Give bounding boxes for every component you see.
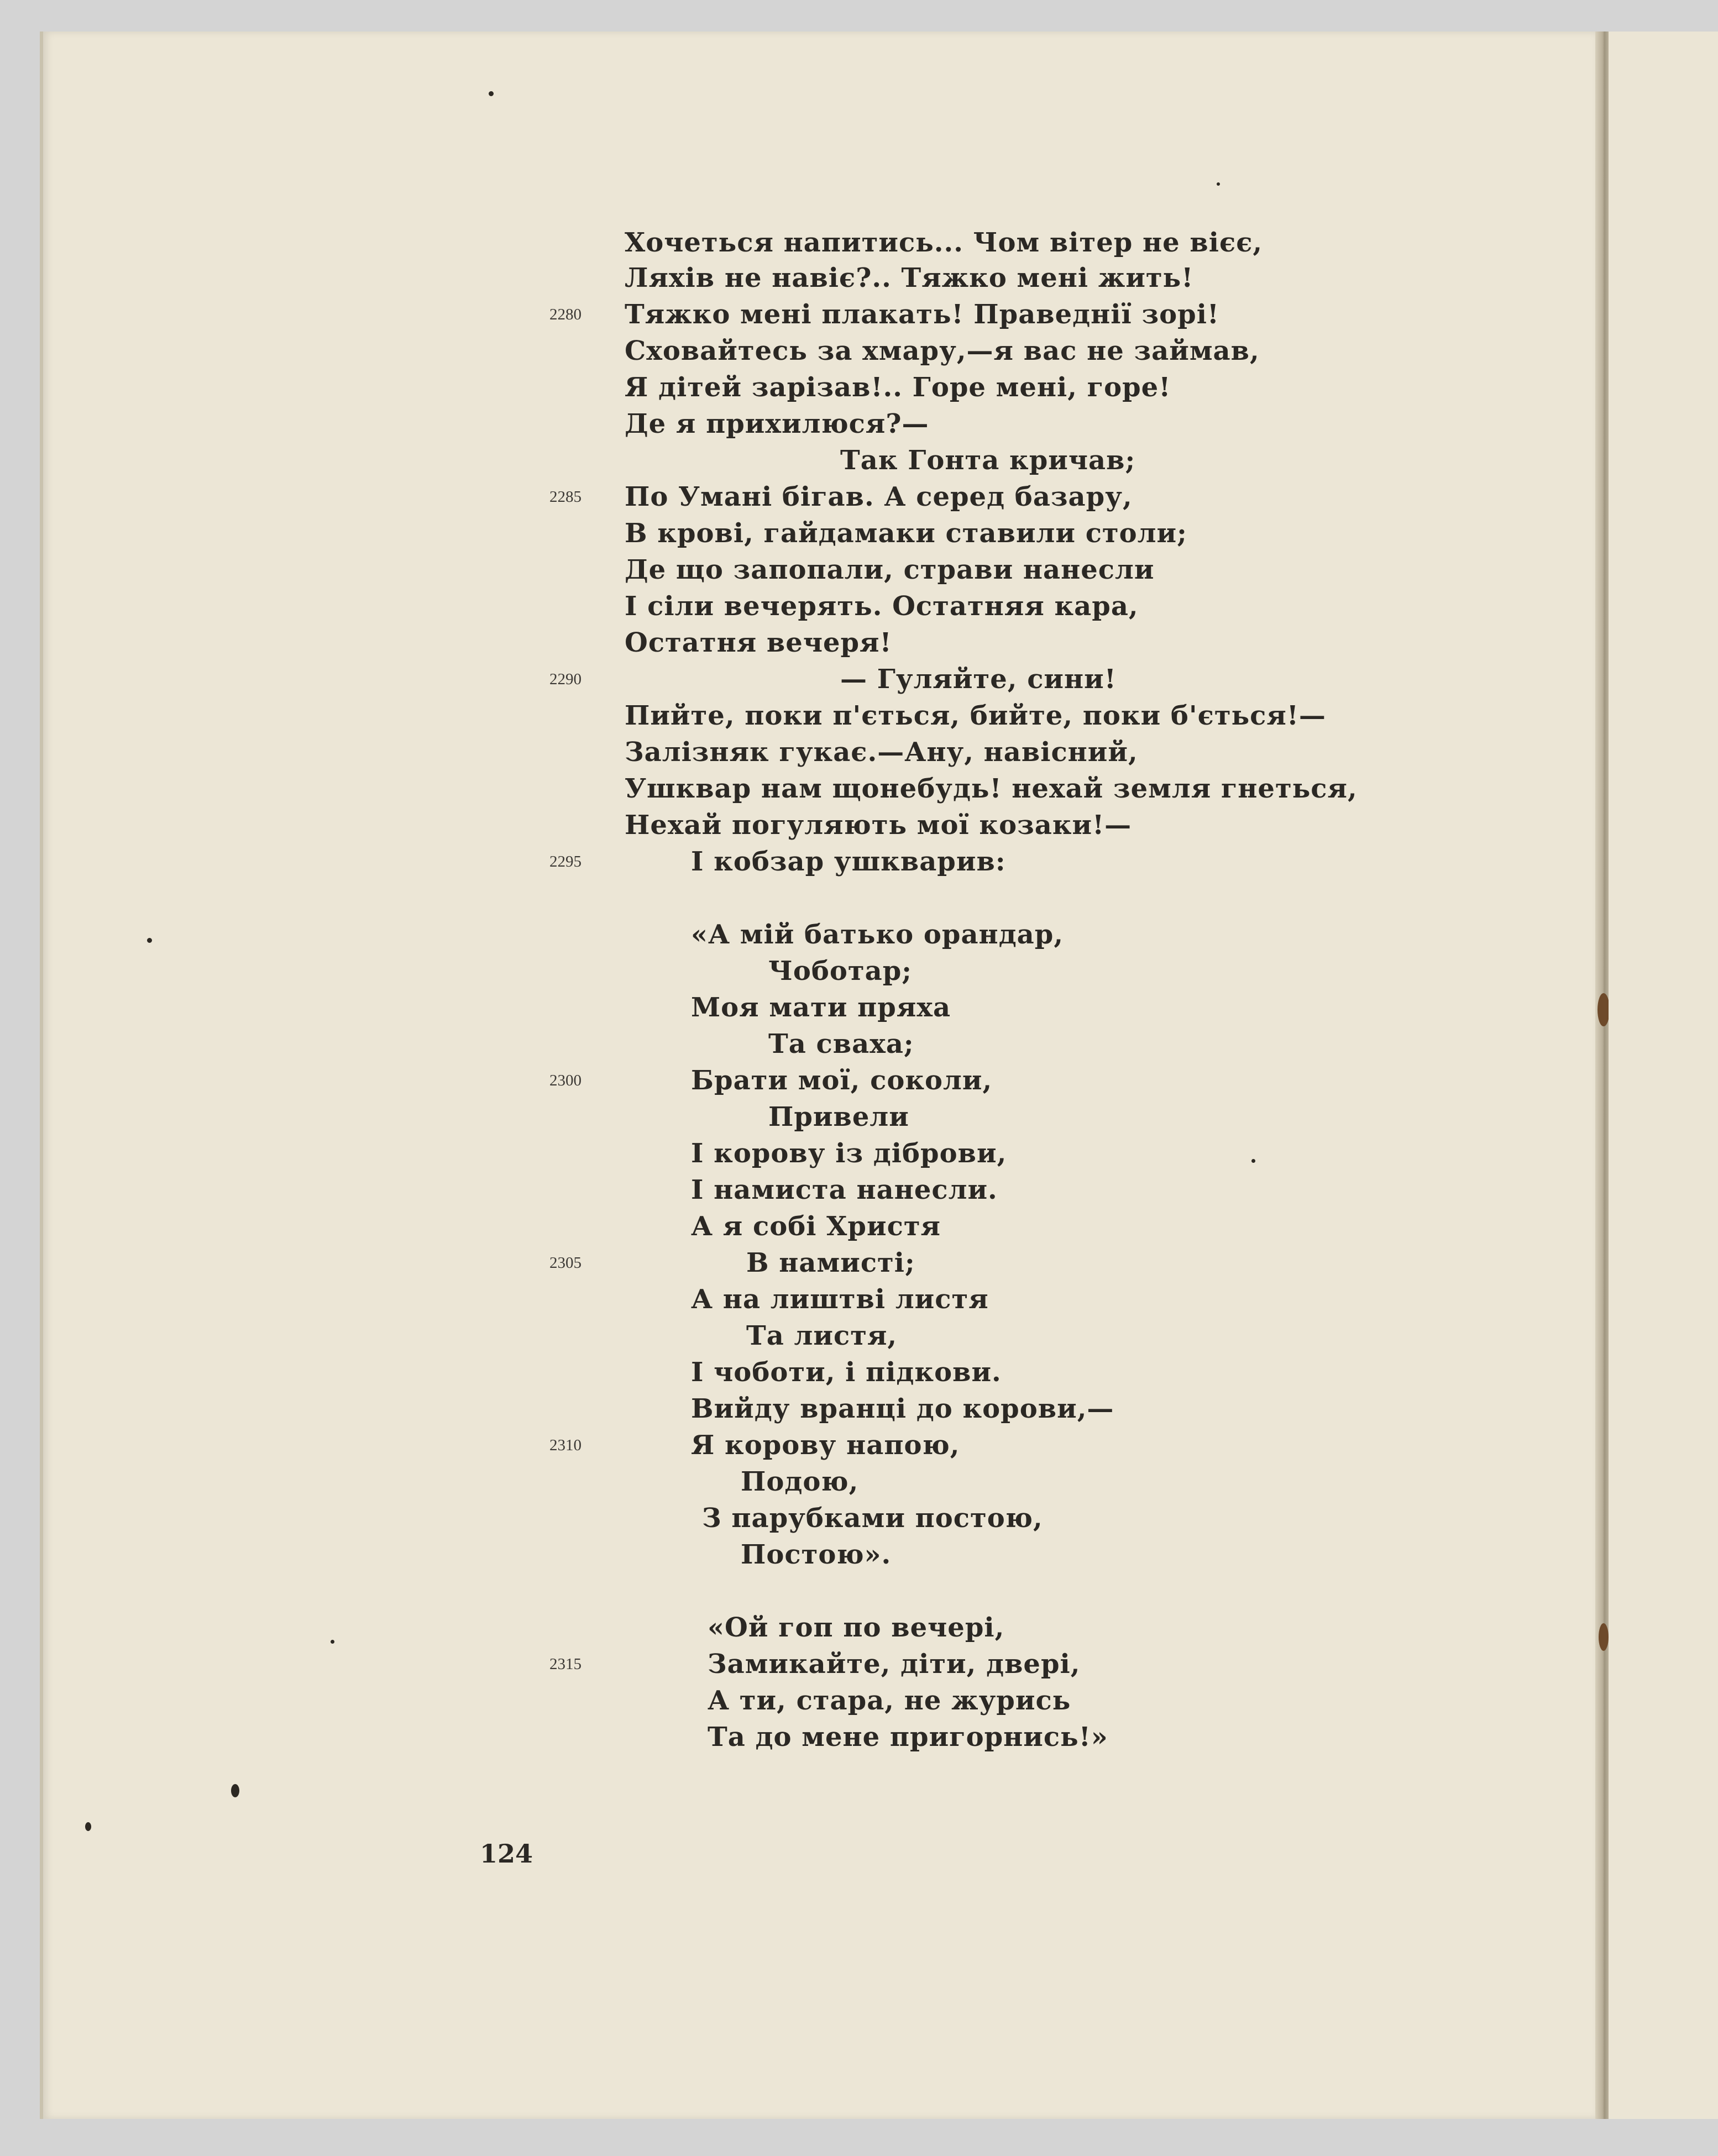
verse-line: І сіли вечерять. Остатняя кара, [625,591,1139,622]
song-line: А на лиштві листя [691,1284,989,1315]
song-line: «Ой гоп по вечері, [708,1612,1005,1643]
book-page [40,32,1595,2119]
line-number: 2310 [549,1436,582,1454]
verse-line: Остатня вечеря! [625,627,892,658]
song-line: З парубками постою, [702,1503,1043,1534]
verse-line: По Умані бігав. А серед базару, [625,481,1133,512]
verse-line: — Гуляйте, сини! [840,664,1117,695]
binding-stain [1599,1623,1609,1651]
verse-line: В крові, гайдамаки ставили столи; [625,518,1187,549]
song-line: Моя мати пряха [691,992,951,1023]
verse-line: Ляхів не навіє?.. Тяжко мені жить! [625,263,1194,293]
verse-line: Так Гонта кричав; [840,445,1136,476]
line-number: 2295 [549,853,582,870]
song-line: Та до мене пригорнись!» [708,1722,1108,1753]
verse-line: І кобзар ушкварив: [691,846,1006,877]
song-line: Вийду вранці до корови,— [691,1393,1114,1424]
ink-speck [489,91,494,96]
song-line: А ти, стара, не журись [708,1685,1071,1716]
facing-page-edge [1609,32,1718,2119]
line-number: 2300 [549,1072,582,1089]
verse-line: Тяжко мені плакать! Праведнії зорі! [625,299,1219,330]
ink-speck [331,1640,334,1644]
song-line: І намиста нанесли. [691,1174,998,1205]
song-line: В намисті; [746,1247,915,1278]
verse-line: Пийте, поки п'ється, бийте, поки б'ється!— [625,700,1326,731]
song-line: Та сваха; [768,1029,914,1059]
line-number: 2290 [549,670,582,688]
song-line: І чоботи, і підкови. [691,1357,1002,1388]
ink-speck [1217,182,1220,186]
verse-line: Де я прихилюся?— [625,408,929,439]
song-line: Брати мої, соколи, [691,1065,993,1096]
song-line: Та листя, [746,1320,898,1351]
song-line: Привели [768,1101,909,1132]
ink-speck [1251,1159,1255,1163]
line-number: 2305 [549,1254,582,1272]
line-number: 2315 [549,1655,582,1673]
verse-line: Хочеться напитись... Чом вітер не вієє, [625,227,1263,258]
verse-line: Залізняк гукає.—Ану, навісний, [625,737,1138,768]
verse-line: Ушквар нам щонебудь! нехай земля гнеться, [625,773,1358,804]
song-line: Замикайте, діти, двері, [708,1649,1081,1680]
verse-line: Нехай погуляють мої козаки!— [625,810,1132,841]
song-line: Постою». [741,1539,892,1570]
song-line: Подою, [741,1466,859,1497]
song-line: Чоботар; [768,956,912,987]
ink-blot [85,1822,91,1831]
ink-blot [231,1784,239,1797]
verse-line: Де що запопали, страви нанесли [625,554,1155,585]
verse-line: Сховайтесь за хмару,—я вас не займав, [625,335,1260,366]
ink-speck [147,938,152,943]
song-line: «А мій батько орандар, [691,919,1064,950]
song-line: А я собі Христя [691,1211,941,1242]
page-number: 124 [480,1839,533,1869]
line-number: 2280 [549,306,582,323]
line-number: 2285 [549,488,582,506]
verse-line: Я дітей зарізав!.. Горе мені, горе! [625,372,1171,403]
song-line: І корову із діброви, [691,1138,1007,1169]
song-line: Я корову напою, [691,1430,960,1461]
binding-stain [1597,993,1610,1026]
